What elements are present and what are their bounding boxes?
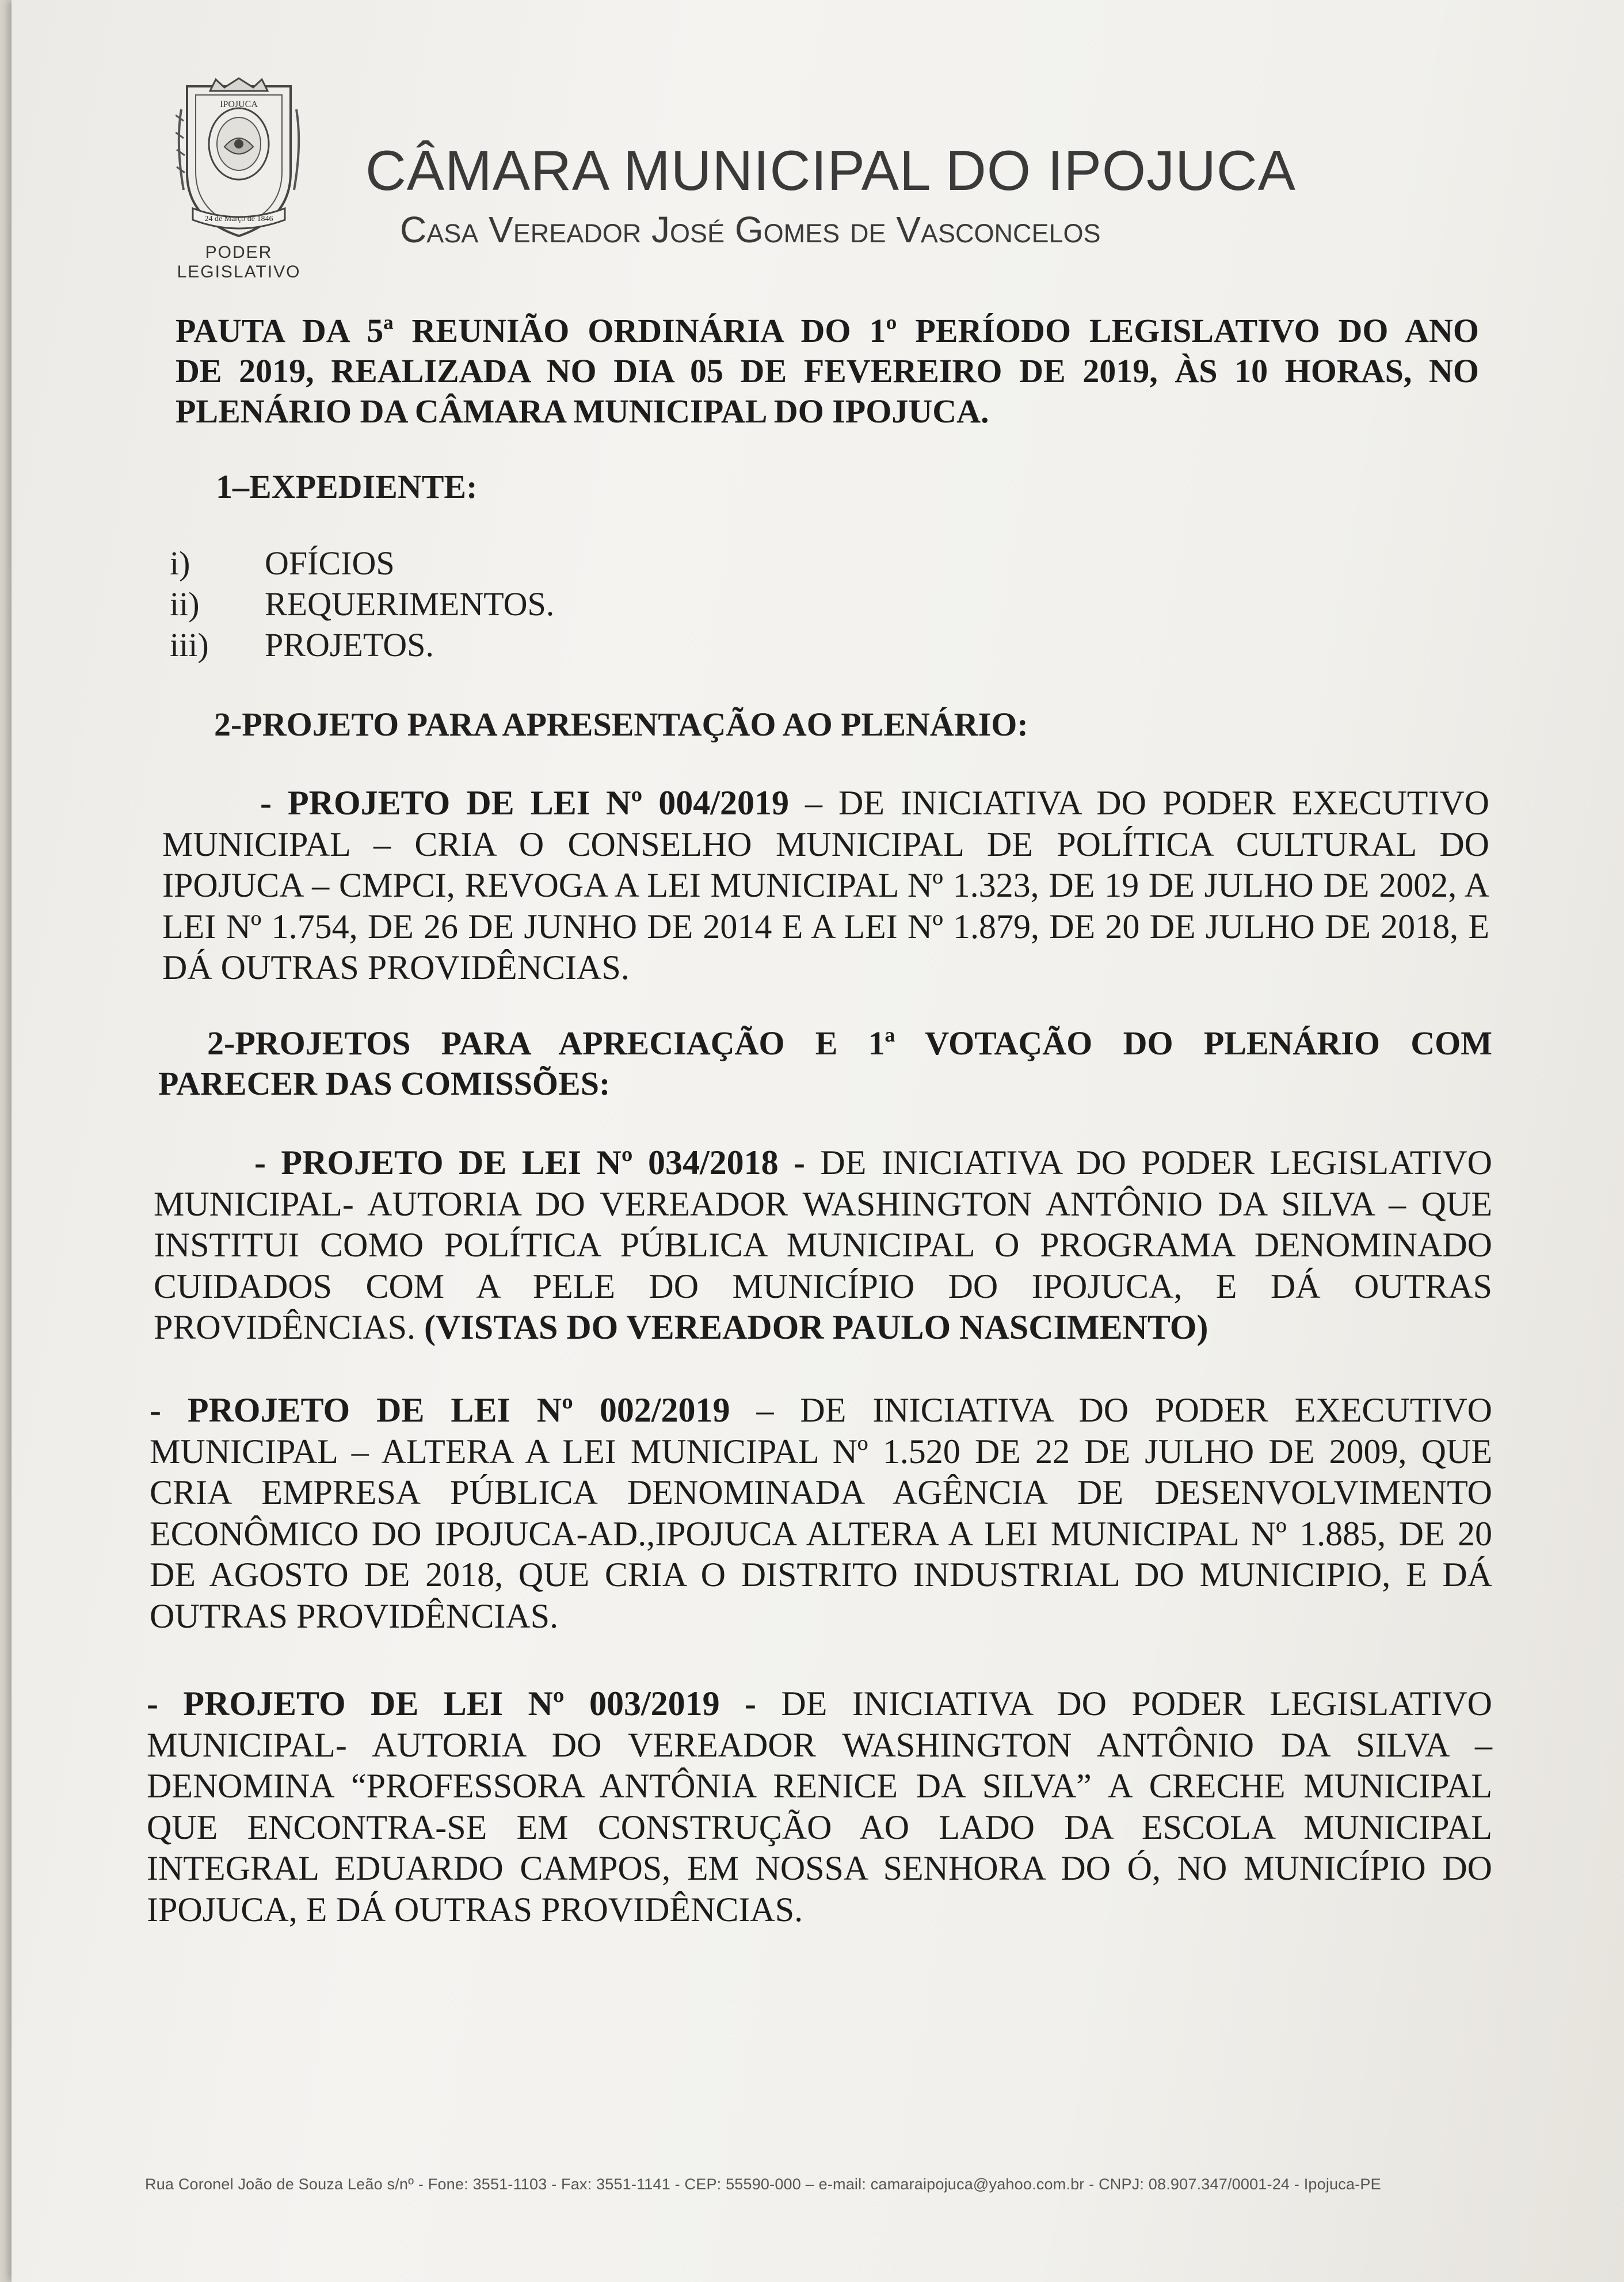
project-text: DÁ OUTRAS PROVIDÊNCIAS.	[162, 948, 630, 986]
institution-subtitle: Casa Vereador José Gomes de Vasconcelos	[400, 209, 1101, 250]
coat-of-arms-icon	[176, 75, 302, 242]
list-item-label: PROJETOS.	[265, 626, 434, 664]
project-003-2019	[147, 1683, 1492, 1930]
intro-line: PAUTA DA 5ª REUNIÃO ORDINÁRIA DO 1º PERÍODO LEGISLATIVO DO ANO	[176, 312, 1479, 349]
intro-line: DE 2019, REALIZADA NO DIA 05 DE FEVEREIRO DE 2019, ÀS 10 HORAS, NO	[176, 352, 1479, 390]
project-text: – DE INICIATIVA DO PODER EXECUTIVO	[788, 784, 1489, 822]
list-item	[170, 544, 395, 582]
project-text: MUNICIPAL- AUTORIA DO VEREADOR WASHINGTON ANTÔNIO DA SILVA –	[147, 1725, 1492, 1764]
project-text: DENOMINA “PROFESSORA ANTÔNIA RENICE DA SILVA” A CRECHE MUNICIPAL	[147, 1767, 1492, 1805]
project-text: IPOJUCA – CMPCI, REVOGA A LEI MUNICIPAL Nº 1.323, DE 19 DE JULHO DE 2002, A	[162, 866, 1489, 904]
section-heading-apreciacao: 2-PROJETOS PARA APRECIAÇÃO E 1ª VOTAÇÃO DO PLENÁRIO COM PARECER DAS COMISSÕES:	[158, 1024, 1492, 1102]
municipal-crest	[167, 75, 311, 282]
project-text: PROVIDÊNCIAS.	[154, 1308, 425, 1346]
intro-line: PLENÁRIO DA CÂMARA MUNICIPAL DO IPOJUCA.	[176, 393, 989, 430]
list-item-label: REQUERIMENTOS.	[265, 585, 555, 623]
project-number: - PROJETO DE LEI Nº 002/2019	[150, 1391, 730, 1429]
svg-text:24 de Março de 1846: 24 de Março de 1846	[204, 215, 273, 223]
project-text: CRIA EMPRESA PÚBLICA DENOMINADA AGÊNCIA DE DESENVOLVIMENTO	[150, 1473, 1492, 1511]
project-text: QUE ENCONTRA-SE EM CONSTRUÇÃO AO LADO DA ESCOLA MUNICIPAL	[147, 1808, 1492, 1846]
crest-label-legislativo: LEGISLATIVO	[177, 262, 301, 281]
project-text: MUNICIPAL – ALTERA A LEI MUNICIPAL Nº 1.520 DE 22 DE JULHO DE 2009, QUE	[150, 1432, 1492, 1470]
list-item-label: OFÍCIOS	[265, 544, 395, 582]
footer-contact-info: Rua Coronel João de Souza Leão s/nº - Fone: 3551-1103 - Fax: 3551-1141 - CEP: 55590-000 – e-mail: camaraipojuca@yahoo.com.br - CNPJ: 08.907.347/0001-24 - Ipojuca-PE	[145, 2176, 1381, 2193]
document-page	[12, 0, 1624, 2282]
project-text: CUIDADOS COM A PELE DO MUNICÍPIO DO IPOJUCA, E DÁ OUTRAS	[154, 1267, 1492, 1305]
project-text: MUNICIPAL – CRIA O CONSELHO MUNICIPAL DE POLÍTICA CULTURAL DO	[162, 825, 1489, 863]
project-number: - PROJETO DE LEI Nº 003/2019 -	[147, 1685, 756, 1723]
list-item-number: ii)	[170, 585, 200, 623]
project-text: DE INICIATIVA DO PODER LEGISLATIVO	[756, 1685, 1492, 1723]
project-text: DE INICIATIVA DO PODER LEGISLATIVO	[805, 1144, 1492, 1182]
project-text: INSTITUI COMO POLÍTICA PÚBLICA MUNICIPAL O PROGRAMA DENOMINADO	[154, 1226, 1492, 1264]
agenda-intro	[176, 311, 1479, 432]
project-text: IPOJUCA, E DÁ OUTRAS PROVIDÊNCIAS.	[147, 1890, 803, 1929]
project-number: - PROJETO DE LEI Nº 034/2018 -	[254, 1144, 805, 1182]
crest-label-poder: PODER	[205, 243, 273, 262]
section-heading-apresentacao: 2-PROJETO PARA APRESENTAÇÃO AO PLENÁRIO:	[214, 706, 1028, 743]
project-004-2019	[162, 783, 1489, 989]
project-text: MUNICIPAL- AUTORIA DO VEREADOR WASHINGTON ANTÔNIO DA SILVA – QUE	[154, 1184, 1492, 1223]
project-002-2019	[150, 1390, 1492, 1637]
list-item-number: iii)	[170, 626, 209, 664]
list-item-number: i)	[170, 544, 190, 582]
list-item	[170, 585, 554, 623]
project-note: (VISTAS DO VEREADOR PAULO NASCIMENTO)	[424, 1308, 1209, 1346]
project-text: INTEGRAL EDUARDO CAMPOS, EM NOSSA SENHORA DO Ó, NO MUNICÍPIO DO	[147, 1849, 1492, 1887]
svg-text:IPOJUCA: IPOJUCA	[220, 100, 258, 109]
project-text: ECONÔMICO DO IPOJUCA-AD.,IPOJUCA ALTERA A LEI MUNICIPAL Nº 1.885, DE 20	[150, 1514, 1492, 1553]
project-text: DE AGOSTO DE 2018, QUE CRIA O DISTRITO INDUSTRIAL DO MUNICIPIO, E DÁ	[150, 1556, 1492, 1594]
project-text: – DE INICIATIVA DO PODER EXECUTIVO	[730, 1391, 1492, 1429]
project-text: LEI Nº 1.754, DE 26 DE JUNHO DE 2014 E A LEI Nº 1.879, DE 20 DE JULHO DE 2018, E	[162, 907, 1489, 946]
project-034-2018	[154, 1142, 1492, 1348]
project-text: OUTRAS PROVIDÊNCIAS.	[150, 1597, 559, 1635]
list-item	[170, 626, 434, 664]
institution-title: CÂMARA MUNICIPAL DO IPOJUCA	[365, 139, 1297, 202]
section-heading-expediente: 1–EXPEDIENTE:	[216, 468, 478, 505]
project-number: - PROJETO DE LEI Nº 004/2019	[260, 784, 789, 822]
